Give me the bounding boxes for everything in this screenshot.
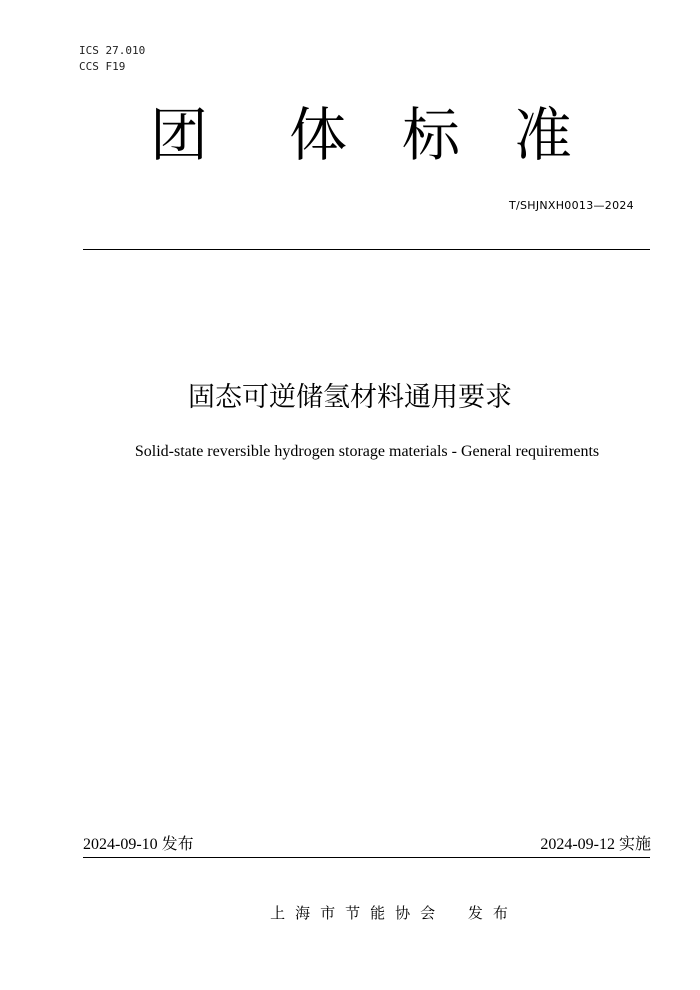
publisher: 上海市节能协会 发布: [270, 904, 518, 922]
classification-codes: [79, 43, 145, 75]
ics-code: ICS 27.010: [79, 44, 146, 57]
bottom-divider: [83, 857, 650, 858]
document-type-char-4: 准: [514, 101, 573, 169]
document-type-char-1: 团: [150, 101, 209, 169]
ccs-code: CCS F19: [79, 60, 126, 73]
implementation-date: 2024-09-12 实施: [540, 836, 651, 853]
document-type-char-2: 体: [289, 101, 348, 169]
title-english: Solid-state reversible hydrogen storage materials - General requirements: [134, 443, 600, 460]
top-divider: [83, 249, 650, 250]
publication-date: 2024-09-10 发布: [83, 836, 194, 853]
document-type-char-3: 标: [402, 101, 461, 169]
standard-number: T/SHJNXH0013—2024: [508, 199, 634, 212]
document-type-heading: [0, 100, 700, 170]
title-chinese: 固态可逆储氢材料通用要求: [188, 382, 512, 413]
